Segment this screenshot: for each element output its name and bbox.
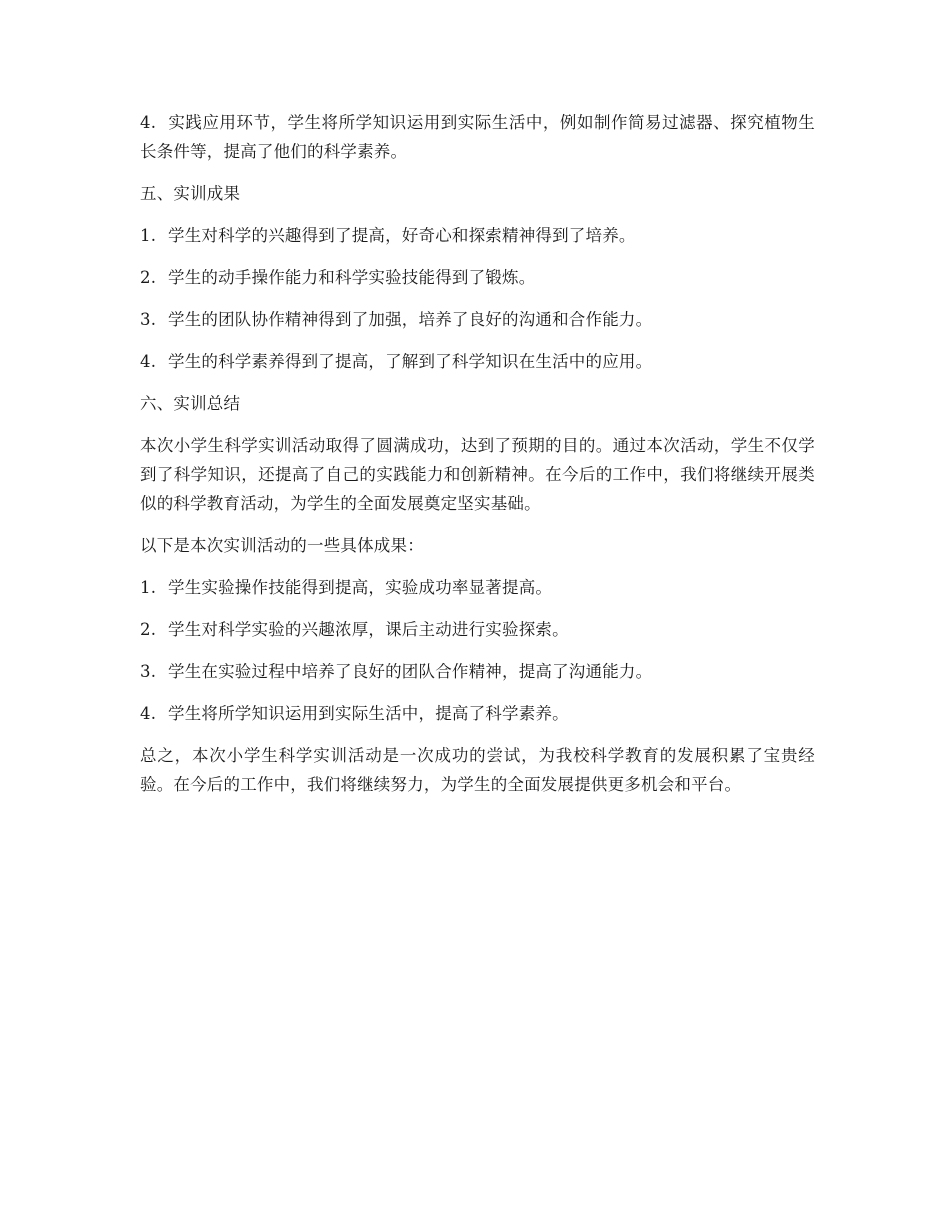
paragraph-text: 学生的动手操作能力和科学实验技能得到了锻炼。: [168, 268, 536, 287]
list-number: 4.: [140, 704, 157, 723]
paragraph-text: 学生的团队协作精神得到了加强，培养了良好的沟通和合作能力。: [168, 310, 653, 329]
body-paragraph: [140, 531, 815, 560]
list-number: 1.: [140, 578, 157, 597]
list-item: [140, 263, 815, 292]
list-number: 2.: [140, 268, 157, 287]
paragraph-text: 学生的科学素养得到了提高，了解到了科学知识在生活中的应用。: [168, 352, 653, 371]
list-item: [140, 573, 815, 602]
paragraph-text: 总之，本次小学生科学实训活动是一次成功的尝试，为我校科学教育的发展积累了宝贵经验。在今后的工作中，我们将继续努力，为学生的全面发展提供更多机会和平台。: [140, 746, 815, 794]
section-heading: [140, 179, 815, 208]
list-item: [140, 657, 815, 686]
body-paragraph: [140, 431, 815, 518]
paragraph-text: 以下是本次实训活动的一些具体成果：: [140, 536, 424, 555]
paragraph-text: 学生实验操作技能得到提高，实验成功率显著提高。: [168, 578, 553, 597]
list-number: 4.: [140, 352, 157, 371]
list-item: [140, 108, 815, 166]
list-number: 1.: [140, 226, 157, 245]
list-item: [140, 347, 815, 376]
list-item: [140, 221, 815, 250]
paragraph-text: 实践应用环节，学生将所学知识运用到实际生活中，例如制作简易过滤器、探究植物生长条件等，提高了他们的科学素养。: [140, 113, 815, 161]
paragraph-text: 学生将所学知识运用到实际生活中，提高了科学素养。: [168, 704, 569, 723]
paragraph-text: 学生在实验过程中培养了良好的团队合作精神，提高了沟通能力。: [168, 662, 653, 681]
list-item: [140, 305, 815, 334]
list-number: 3.: [140, 662, 157, 681]
heading-text: 六、实训总结: [140, 394, 241, 413]
list-number: 2.: [140, 620, 157, 639]
heading-text: 五、实训成果: [140, 184, 241, 203]
paragraph-text: 本次小学生科学实训活动取得了圆满成功，达到了预期的目的。通过本次活动，学生不仅学到了科学知识，还提高了自己的实践能力和创新精神。在今后的工作中，我们将继续开展类似的科学教育活动，为学生的全面发展奠定坚实基础。: [140, 436, 815, 513]
list-item: [140, 615, 815, 644]
body-paragraph: [140, 741, 815, 799]
list-item: [140, 699, 815, 728]
list-number: 3.: [140, 310, 157, 329]
paragraph-text: 学生对科学实验的兴趣浓厚，课后主动进行实验探索。: [168, 620, 569, 639]
list-number: 4.: [140, 113, 157, 132]
paragraph-text: 学生对科学的兴趣得到了提高，好奇心和探索精神得到了培养。: [168, 226, 636, 245]
document-page: [140, 108, 815, 812]
section-heading: [140, 389, 815, 418]
